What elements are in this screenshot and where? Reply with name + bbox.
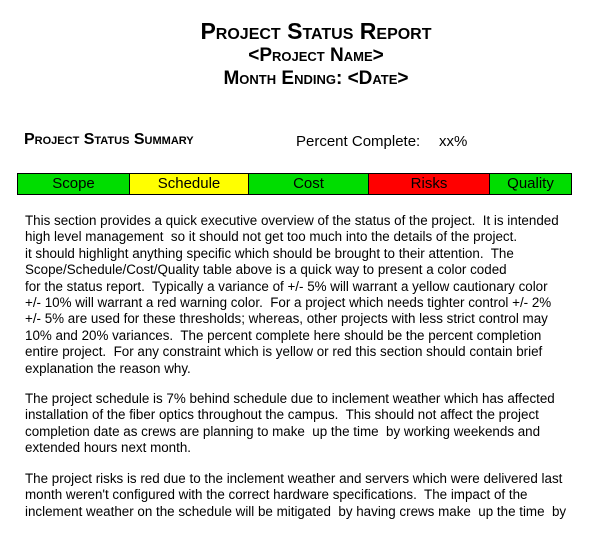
status-cell-risks: Risks: [369, 174, 490, 195]
percent-complete-value: xx%: [439, 133, 468, 150]
status-cell-quality: Quality: [490, 174, 572, 195]
month-ending: Month Ending: <Date>: [223, 68, 409, 89]
status-cell-scope: Scope: [18, 174, 130, 195]
status-table: [17, 173, 572, 195]
status-cell-schedule: Schedule: [130, 174, 249, 195]
project-name: <Project Name>: [248, 45, 384, 66]
status-cell-cost: Cost: [249, 174, 369, 195]
risks-paragraph: The project risks is red due to the inclement weather and servers which were delivered last month weren't configured with the correct hardware specifications. The impact of the inclement weather on the schedule will be mitigated by having crews make up the time by: [25, 471, 567, 519]
report-title: Project Status Report: [200, 18, 432, 44]
schedule-paragraph: The project schedule is 7% behind schedule due to inclement weather which has affected installation of the fiber optics throughout the campus. This should not affect the project completion date as crews are planning to make up the time by working weekends and extended hours next month.: [25, 391, 555, 456]
percent-complete-label: Percent Complete:: [296, 133, 421, 150]
status-summary-heading: Project Status Summary: [24, 131, 194, 148]
overview-paragraph: This section provides a quick executive overview of the status of the project. It is intended high level management so it should not get too much into the details of the project. it should highlight anything specific which should be brought to their attention. The Scope/Schedule/Cost/Quality table above is a quick way to present a color coded for the status report. Typically a variance of +/- 5% will warrant a yellow cautionary color +/- 10% will warrant a red warning color. For a project which needs tighter control +/- 2% +/- 5% are used for these thresholds; whereas, other projects with less strict control may 10% and 20% variances. The percent complete here should be the percent completion entire project. For any constraint which is yellow or red this section should contain brief explanation the reason why.: [25, 213, 559, 376]
status-row: [18, 174, 572, 195]
